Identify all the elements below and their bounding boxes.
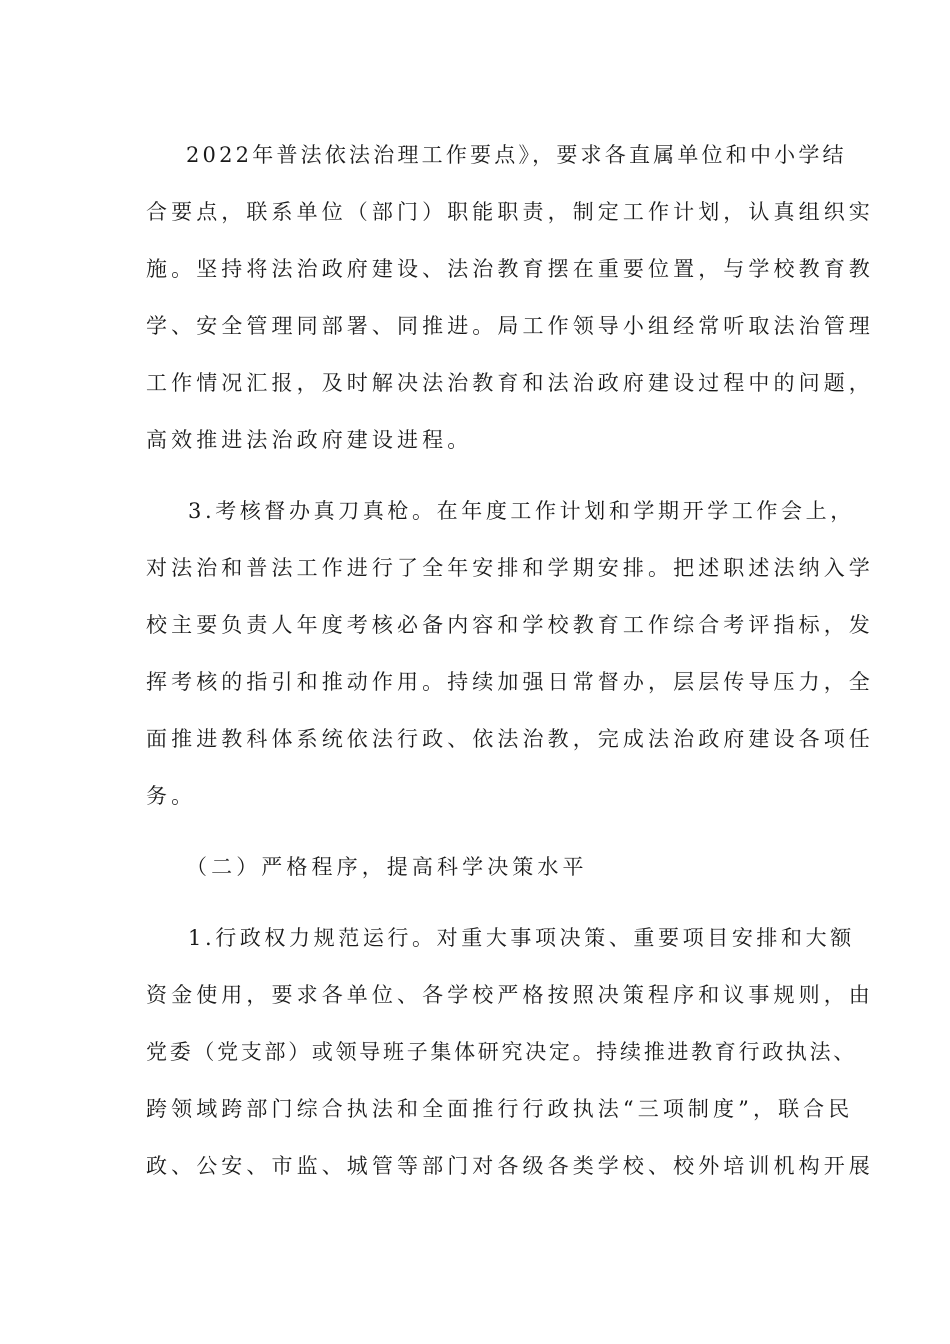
paragraph-line: 工作情况汇报，及时解决法治教育和法治政府建设过程中的问题， <box>146 371 874 395</box>
paragraph-line: 学、安全管理同部署、同推进。局工作领导小组经常听取法治管理 <box>146 314 874 338</box>
paragraph-line: 对法治和普法工作进行了全年安排和学期安排。把述职述法纳入学 <box>146 556 874 580</box>
section-heading: （二）严格程序，提高科学决策水平 <box>186 855 588 879</box>
paragraph-line: 1.行政权力规范运行。对重大事项决策、重要项目安排和大额 <box>188 926 855 950</box>
paragraph-line: 资金使用，要求各单位、各学校严格按照决策程序和议事规则，由 <box>146 983 874 1007</box>
paragraph-line: 政、公安、市监、城管等部门对各级各类学校、校外培训机构开展 <box>146 1154 874 1178</box>
paragraph-line: 3.考核督办真刀真枪。在年度工作计划和学期开学工作会上， <box>188 499 855 523</box>
paragraph-line: 校主要负责人年度考核必备内容和学校教育工作综合考评指标，发 <box>146 613 874 637</box>
paragraph-line: 合要点，联系单位（部门）职能职责，制定工作计划，认真组织实 <box>146 200 874 224</box>
paragraph-line: 施。坚持将法治政府建设、法治教育摆在重要位置，与学校教育教 <box>146 257 874 281</box>
paragraph-line: 挥考核的指引和推动作用。持续加强日常督办，层层传导压力，全 <box>146 670 874 694</box>
paragraph-line: 高效推进法治政府建设进程。 <box>146 428 473 452</box>
paragraph-line: 2022年普法依法治理工作要点》，要求各直属单位和中小学结 <box>186 143 847 167</box>
paragraph-line: 面推进教科体系统依法行政、依法治教，完成法治政府建设各项任 <box>146 727 874 751</box>
paragraph-line: 跨领域跨部门综合执法和全面推行行政执法“三项制度”，联合民 <box>146 1097 854 1121</box>
paragraph-line: 务。 <box>146 784 197 808</box>
paragraph-line: 党委（党支部）或领导班子集体研究决定。持续推进教育行政执法、 <box>146 1040 857 1064</box>
